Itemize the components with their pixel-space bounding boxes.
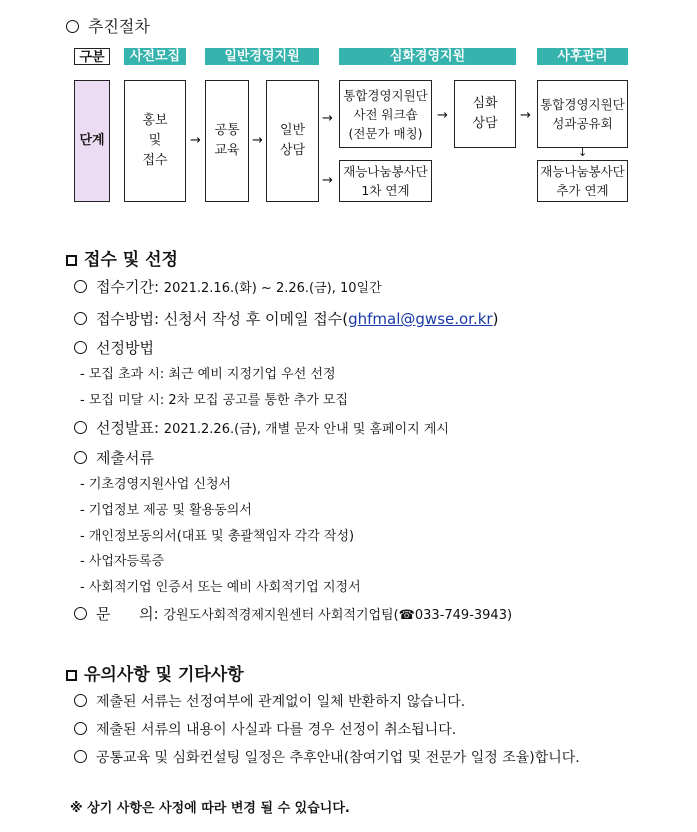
- header-after: 사후관리: [537, 48, 628, 65]
- inquiry-label: 문 의:: [96, 605, 159, 623]
- box-workshop-line: 통합경영지원단: [343, 87, 428, 103]
- method-value: 신청서 작성 후 이메일 접수(: [163, 310, 349, 328]
- period-label: 접수기간:: [96, 278, 160, 296]
- arrow-down-icon: ↓: [578, 146, 588, 159]
- period-value: 2021.2.16.(화) ~ 2.26.(금), 10일간: [163, 281, 382, 296]
- reception-selection: [74, 339, 154, 357]
- box-link1-line: 1차 연계: [361, 183, 410, 198]
- announce-value: 2021.2.26.(금), 개별 문자 안내 및 홈페이지 게시: [163, 422, 449, 437]
- box-link1: [339, 160, 432, 202]
- reception-inquiry: [74, 605, 512, 625]
- header-deep: 심화경영지원: [339, 48, 516, 65]
- reception-period: [74, 278, 382, 298]
- circle-bullet-icon: [74, 607, 87, 620]
- box-deep-consult-line: 심화: [472, 96, 498, 111]
- note-item: [74, 721, 456, 739]
- circle-bullet-icon: [74, 694, 87, 707]
- box-link2-line: 재능나눔봉사단: [540, 164, 625, 179]
- circle-bullet-icon: [74, 750, 87, 763]
- flow-title-text: 추진절차: [88, 17, 150, 36]
- box-workshop-line: 사전 워크숍: [353, 106, 418, 122]
- arrow-right-icon: →: [252, 133, 263, 148]
- docs-item: - 기초경영지원사업 신청서: [80, 477, 232, 492]
- square-bullet-icon: [66, 255, 77, 266]
- reception-method: [74, 310, 498, 328]
- circle-bullet-icon: [74, 421, 87, 434]
- box-share-line: 성과공유회: [552, 116, 613, 131]
- box-share: [537, 80, 628, 148]
- box-share-line: 통합경영지원단: [540, 97, 625, 112]
- docs-item: - 기업정보 제공 및 활용동의서: [80, 503, 252, 518]
- box-edu-line: 공통: [214, 123, 240, 138]
- box-deep-consult-line: 상담: [472, 116, 498, 131]
- circle-bullet-icon: [74, 280, 87, 293]
- note-item: [74, 749, 580, 767]
- email-link[interactable]: ghfmal@gwse.or.kr: [348, 310, 493, 328]
- section-title-notes: [66, 660, 244, 685]
- box-promo-line: 및: [148, 133, 162, 148]
- reception-docs: [74, 449, 154, 467]
- box-link2: [537, 160, 628, 202]
- section-title-reception: [66, 245, 178, 270]
- inquiry-value: 강원도사회적경제지원센터 사회적기업팀(☎033-749-3943): [163, 608, 513, 623]
- arrow-right-icon: →: [190, 133, 201, 148]
- box-consult: [266, 80, 319, 202]
- section-title-text: 유의사항 및 기타사항: [84, 665, 244, 685]
- reception-announce: [74, 419, 449, 439]
- docs-label: 제출서류: [96, 449, 154, 467]
- arrow-right-icon: →: [322, 111, 333, 126]
- docs-item: - 사회적기업 인증서 또는 예비 사회적기업 지정서: [80, 580, 361, 595]
- method-label: 접수방법:: [96, 310, 160, 328]
- box-edu-line: 교육: [214, 143, 240, 158]
- docs-item: - 개인정보동의서(대표 및 총괄책임자 각각 작성): [80, 529, 355, 544]
- box-workshop: [339, 80, 432, 148]
- selection-item: - 모집 미달 시: 2차 모집 공고를 통한 추가 모집: [80, 393, 349, 408]
- stage-label: [74, 80, 110, 202]
- arrow-right-icon: →: [322, 173, 333, 188]
- circle-bullet-icon: [74, 451, 87, 464]
- box-link2-line: 추가 연계: [556, 183, 609, 198]
- box-workshop-line: (전문가 매칭): [348, 125, 423, 141]
- box-promo-line: 접수: [142, 153, 168, 168]
- docs-item: - 사업자등록증: [80, 554, 165, 569]
- box-deep-consult: [454, 80, 516, 148]
- box-promo-line: 홍보: [142, 113, 168, 128]
- method-close: ): [492, 310, 499, 328]
- flow-title: [66, 14, 150, 37]
- selection-item: - 모집 초과 시: 최근 예비 지정기업 우선 선정: [80, 367, 336, 382]
- note-text: 공통교육 및 심화컨설팅 일정은 추후안내(참여기업 및 전문가 일정 조율)합니다.: [96, 750, 580, 766]
- box-consult-line: 상담: [279, 143, 306, 158]
- note-item: [74, 693, 465, 711]
- stage-label-text: 단계: [79, 133, 105, 148]
- box-consult-line: 일반: [279, 123, 306, 138]
- footer-note: ※ 상기 사항은 사정에 따라 변경 될 수 있습니다.: [70, 801, 350, 816]
- note-text: 제출된 서류는 선정여부에 관계없이 일체 반환하지 않습니다.: [96, 694, 466, 710]
- header-gubun: 구분: [74, 48, 110, 65]
- header-recruit: 사전모집: [124, 48, 186, 65]
- circle-bullet-icon: [66, 20, 79, 33]
- arrow-right-icon: →: [437, 108, 448, 123]
- arrow-right-icon: →: [520, 108, 531, 123]
- box-edu: [205, 80, 249, 202]
- header-general: 일반경영지원: [205, 48, 319, 65]
- circle-bullet-icon: [74, 312, 87, 325]
- square-bullet-icon: [66, 670, 77, 681]
- selection-label: 선정방법: [96, 339, 154, 357]
- section-title-text: 접수 및 선정: [84, 250, 178, 270]
- circle-bullet-icon: [74, 722, 87, 735]
- circle-bullet-icon: [74, 341, 87, 354]
- box-link1-line: 재능나눔봉사단: [343, 164, 428, 179]
- note-text: 제출된 서류의 내용이 사실과 다를 경우 선정이 취소됩니다.: [96, 722, 457, 738]
- box-promo: [124, 80, 186, 202]
- announce-label: 선정발표:: [96, 419, 160, 437]
